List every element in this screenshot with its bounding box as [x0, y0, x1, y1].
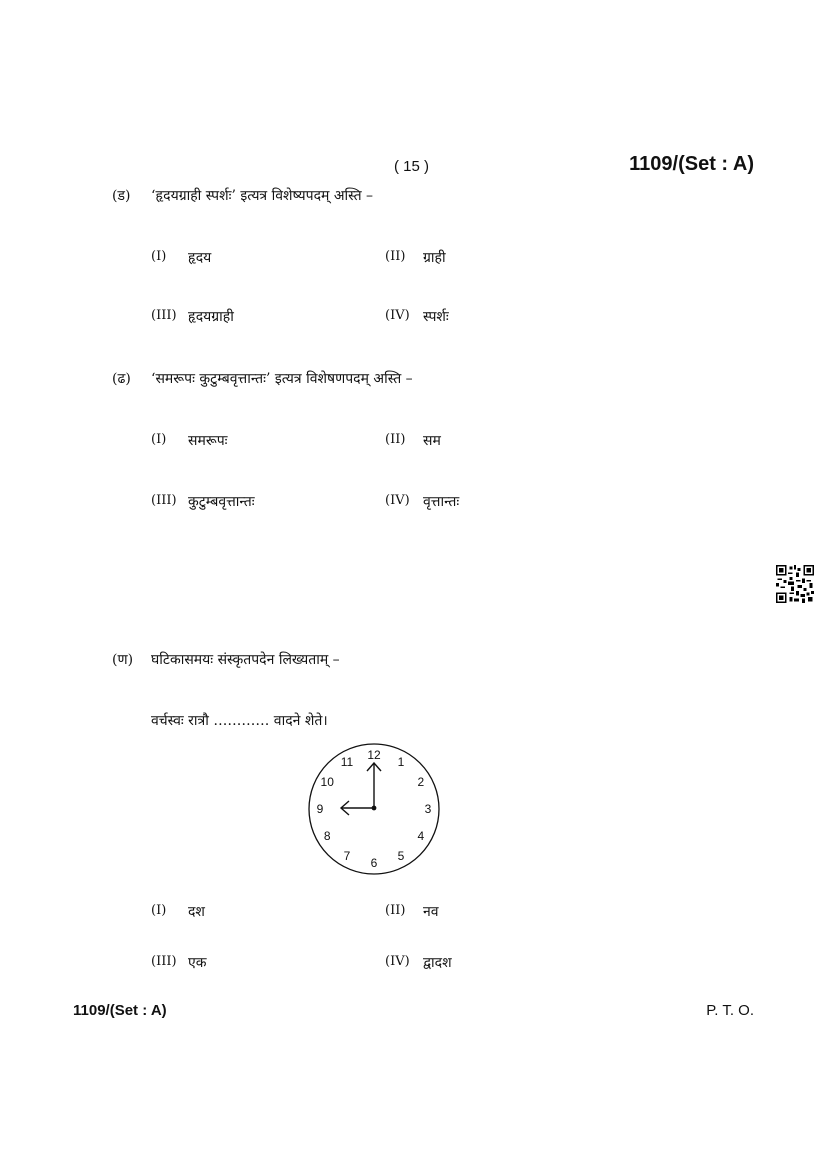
clock-diagram [300, 735, 448, 883]
question-text: घटिकासमयः संस्कृतपदेन लिख्यताम् – [151, 652, 340, 668]
option-text: वृत्तान्तः [423, 494, 460, 510]
option-number: (III) [151, 493, 177, 508]
option-text: एक [188, 955, 207, 971]
option-text: समरूपः [188, 433, 228, 449]
question-label: (ढ) [112, 371, 131, 387]
clock-number: 11 [340, 755, 354, 770]
question-text: ‘हृदयग्राही स्पर्शः’ इत्यत्र विशेष्यपदम् अस्ति – [151, 188, 374, 204]
fill-in-sentence: वर्चस्वः रात्रौ ………… वादने शेते। [151, 713, 328, 729]
clock-number: 4 [417, 829, 425, 843]
option-text: हृदयग्राही [188, 309, 234, 325]
clock-number: 2 [417, 775, 425, 789]
pto-label: P. T. O. [706, 1002, 754, 1019]
clock-number: 10 [320, 775, 334, 789]
question-label: (ड) [112, 188, 131, 204]
clock-number: 12 [367, 748, 381, 762]
clock-number: 1 [397, 755, 405, 770]
clock-number: 8 [323, 829, 331, 843]
question-label: (ण) [112, 652, 134, 668]
set-code-header: 1109/(Set : A) [629, 153, 754, 175]
option-text: स्पर्शः [423, 309, 449, 325]
option-text: कुटुम्बवृत्तान्तः [188, 494, 255, 510]
option-text: हृदय [188, 250, 212, 266]
option-text: सम [423, 433, 441, 449]
clock-center [372, 806, 377, 811]
option-number: (II) [385, 903, 406, 918]
option-number: (I) [151, 249, 167, 264]
qr-code-icon [776, 565, 814, 603]
clock-number: 7 [343, 848, 351, 863]
option-number: (I) [151, 903, 167, 918]
question-text: ‘समरूपः कुटुम्बवृत्तान्तः’ इत्यत्र विशेषणपदम् अस्ति – [151, 371, 413, 387]
option-number: (IV) [385, 954, 410, 969]
set-code-footer: 1109/(Set : A) [73, 1002, 167, 1019]
option-text: दश [188, 904, 205, 920]
option-text: द्वादश [423, 955, 452, 971]
page-number: ( 15 ) [394, 158, 430, 175]
clock-number: 3 [424, 802, 432, 816]
option-number: (II) [385, 432, 406, 447]
clock-number: 6 [370, 856, 378, 870]
option-number: (III) [151, 954, 177, 969]
option-number: (IV) [385, 493, 410, 508]
option-number: (II) [385, 249, 406, 264]
option-number: (I) [151, 432, 167, 447]
clock-number: 9 [316, 802, 324, 816]
clock-number: 5 [397, 848, 405, 863]
option-number: (III) [151, 308, 177, 323]
option-text: ग्राही [423, 250, 446, 266]
option-number: (IV) [385, 308, 410, 323]
option-text: नव [423, 904, 439, 920]
